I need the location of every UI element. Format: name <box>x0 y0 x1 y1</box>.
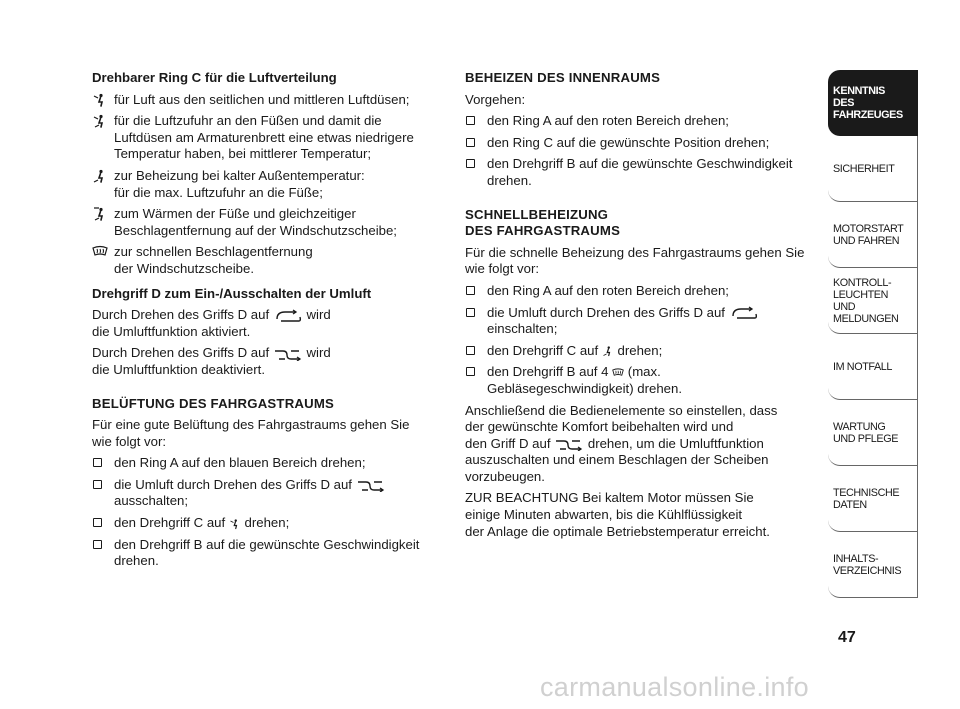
recirc-on-paragraph <box>92 307 444 340</box>
followup-a: Anschließend die Bedienelemente so einstellen, dass <box>465 402 778 418</box>
followup-paragraph <box>465 403 815 486</box>
quick-heating-step-4-text-a: den Drehgriff B auf 4 <box>487 364 609 380</box>
right-column <box>465 70 815 545</box>
checkbox-bullet-icon <box>466 367 475 376</box>
ventilation-heading: BELÜFTUNG DES FAHRGASTRAUMS <box>92 395 335 411</box>
quick-heating-intro-b: wie folgt vor: <box>465 261 540 277</box>
heating-step-3-text-b: drehen. <box>487 172 532 188</box>
quick-heating-intro <box>465 245 815 278</box>
heating-step-3 <box>465 156 815 189</box>
tab-label: SICHERHEIT <box>833 162 895 175</box>
dist-row-defrost <box>92 244 444 277</box>
note-c: der Anlage die optimale Betriebstemperatur erreicht. <box>465 523 770 539</box>
checkbox-bullet-icon <box>93 540 102 549</box>
quick-heating-step-2-text-a: die Umluft durch Drehen des Griffs D auf <box>487 304 725 320</box>
recirc-off-text-c: die Umluftfunktion deaktiviert. <box>92 361 265 377</box>
followup-f: vorzubeugen. <box>465 468 545 484</box>
followup-c: den Griff D auf <box>465 435 551 451</box>
tab-label: IM NOTFALL <box>833 360 892 373</box>
dist-text-face-feet-1: für die Luftzufuhr an den Füßen und damit die <box>114 113 382 129</box>
recirculation-icon <box>729 306 759 320</box>
checkbox-bullet-icon <box>466 308 475 317</box>
checkbox-bullet-icon <box>93 518 102 527</box>
followup-e: auszuschalten und einem Beschlagen der Scheiben <box>465 452 769 468</box>
dist-text-feet-windshield-2: Beschlagentfernung auf der Windschutzscheibe; <box>114 222 397 238</box>
quick-heating-step-1-text: den Ring A auf den roten Bereich drehen; <box>487 282 729 298</box>
heating-heading: BEHEIZEN DES INNENRAUMS <box>465 70 661 85</box>
followup-d: drehen, um die Umluftfunktion <box>587 435 764 451</box>
dist-row-face-feet <box>92 113 444 163</box>
ventilation-step-2-text-a: die Umluft durch Drehen des Griffs D auf <box>114 476 352 492</box>
tab-kenntnis[interactable] <box>828 70 918 136</box>
dist-row-face <box>92 92 444 109</box>
quick-heating-step-4-text-b: (max. <box>627 364 661 380</box>
tab-motorstart[interactable] <box>828 202 918 268</box>
recirc-on-text-a: Durch Drehen des Griffs D auf <box>92 307 270 323</box>
dist-text-feet-1: zur Beheizung bei kalter Außentemperatur: <box>114 167 365 183</box>
left-column <box>92 70 444 575</box>
recirc-off-text-a: Durch Drehen des Griffs D auf <box>92 345 270 361</box>
ventilation-step-1 <box>92 455 444 472</box>
recirc-off-text-b: wird <box>306 345 331 361</box>
note-b: einige Minuten abwarten, bis die Kühlflüssigkeit <box>465 507 743 523</box>
note-paragraph <box>465 490 815 540</box>
quick-heating-step-4 <box>465 364 815 397</box>
ventilation-intro <box>92 417 444 450</box>
air-distribution-heading: Drehbarer Ring C für die Luftverteilung <box>92 70 337 85</box>
tab-label: KONTROLL- LEUCHTEN UND MELDUNGEN <box>833 276 899 325</box>
dist-text-feet-windshield-1: zum Wärmen der Füße und gleichzeitiger <box>114 206 356 222</box>
tab-label: MOTORSTART UND FAHREN <box>833 222 904 247</box>
heating-step-1 <box>465 113 815 130</box>
ventilation-step-3 <box>92 515 444 532</box>
ventilation-step-3-text-a: den Drehgriff C auf <box>114 515 226 531</box>
checkbox-bullet-icon <box>93 480 102 489</box>
quick-heating-step-2-text-b: einschalten; <box>487 321 558 337</box>
dist-row-feet <box>92 168 444 201</box>
tab-label: TECHNISCHE DATEN <box>833 486 900 511</box>
followup-b: der gewünschte Komfort beibehalten wird und <box>465 419 734 435</box>
feet-vent-icon <box>602 345 614 357</box>
feet-vent-icon <box>92 169 108 183</box>
quick-heating-heading-1: SCHNELLBEHEIZUNG <box>465 206 609 222</box>
checkbox-bullet-icon <box>466 116 475 125</box>
tab-technische-daten[interactable] <box>828 466 918 532</box>
checkbox-bullet-icon <box>466 159 475 168</box>
dist-text-feet-2: für die max. Luftzufuhr an die Füße; <box>114 184 323 200</box>
heating-step-2 <box>465 135 815 152</box>
fresh-air-icon <box>356 478 386 492</box>
heating-step-3-text-a: den Drehgriff B auf die gewünschte Geschwindigkeit <box>487 156 793 172</box>
ventilation-intro-a: Für eine gute Belüftung des Fahrgastraums gehen Sie <box>92 417 410 433</box>
ventilation-step-3-text-b: drehen; <box>244 515 290 531</box>
quick-heating-step-1 <box>465 283 815 300</box>
quick-heating-heading-2: DES FAHRGASTRAUMS <box>465 223 621 239</box>
windshield-defrost-icon <box>92 245 108 259</box>
face-vent-icon <box>92 93 108 107</box>
ventilation-step-1-text: den Ring A auf den blauen Bereich drehen; <box>114 455 366 471</box>
checkbox-bullet-icon <box>466 346 475 355</box>
tab-label: WARTUNG UND PFLEGE <box>833 420 898 445</box>
tab-notfall[interactable] <box>828 334 918 400</box>
checkbox-bullet-icon <box>466 138 475 147</box>
quick-heating-step-3-text-a: den Drehgriff C auf <box>487 342 599 358</box>
ventilation-step-4-text-b: drehen. <box>114 553 159 569</box>
quick-heating-step-2 <box>465 305 815 338</box>
dist-text-face-feet-3: Temperatur haben, bei mittlerer Temperatur; <box>114 146 372 162</box>
recirc-on-text-b: wird <box>306 307 331 323</box>
dist-text-face: für Luft aus den seitlichen und mittleren Luftdüsen; <box>114 91 410 107</box>
quick-heating-step-3 <box>465 343 815 360</box>
tab-kontrollleuchten[interactable] <box>828 268 918 334</box>
recirc-on-text-c: die Umluftfunktion aktiviert. <box>92 323 251 339</box>
chapter-tabs <box>828 70 918 598</box>
fresh-air-icon <box>273 347 303 361</box>
fan-max-icon <box>612 367 624 379</box>
note-a: ZUR BEACHTUNG Bei kaltem Motor müssen Sie <box>465 490 754 506</box>
face-vent-icon <box>229 518 241 530</box>
quick-heating-step-3-text-b: drehen; <box>617 342 663 358</box>
tab-label: INHALTS- VERZEICHNIS <box>833 552 902 577</box>
dist-row-feet-windshield <box>92 206 444 239</box>
recirculation-heading: Drehgriff D zum Ein-/Ausschalten der Umluft <box>92 285 372 301</box>
quick-heating-intro-a: Für die schnelle Beheizung des Fahrgastraums gehen Sie <box>465 244 805 260</box>
dist-text-defrost-1: zur schnellen Beschlagentfernung <box>114 244 313 260</box>
page-number: 47 <box>838 629 856 646</box>
quick-heating-step-4-text-c: Gebläsegeschwindigkeit) drehen. <box>487 380 682 396</box>
heating-step-2-text: den Ring C auf die gewünschte Position drehen; <box>487 134 770 150</box>
heating-step-1-text: den Ring A auf den roten Bereich drehen; <box>487 113 729 129</box>
checkbox-bullet-icon <box>93 458 102 467</box>
ventilation-step-4-text-a: den Drehgriff B auf die gewünschte Geschwindigkeit <box>114 536 420 552</box>
fresh-air-icon <box>554 437 584 451</box>
dist-text-face-feet-2: Luftdüsen am Armaturenbrett eine etwas niedrigere <box>114 129 414 145</box>
recirculation-icon <box>273 309 303 323</box>
ventilation-step-4 <box>92 537 444 570</box>
dist-text-defrost-2: der Windschutzscheibe. <box>114 260 255 276</box>
tab-sicherheit[interactable] <box>828 136 918 202</box>
feet-windshield-icon <box>92 207 108 221</box>
watermark: carmanualsonline.info <box>540 672 809 702</box>
ventilation-intro-b: wie folgt vor: <box>92 433 167 449</box>
ventilation-step-2 <box>92 477 444 510</box>
tab-label: KENNTNIS DES FAHRZEUGES <box>833 84 903 121</box>
tab-wartung[interactable] <box>828 400 918 466</box>
heating-intro: Vorgehen: <box>465 91 526 107</box>
checkbox-bullet-icon <box>466 286 475 295</box>
face-feet-vent-icon <box>92 114 108 128</box>
ventilation-step-2-text-b: ausschalten; <box>114 493 189 509</box>
recirc-off-paragraph <box>92 345 444 378</box>
tab-inhaltsverzeichnis[interactable] <box>828 532 918 598</box>
